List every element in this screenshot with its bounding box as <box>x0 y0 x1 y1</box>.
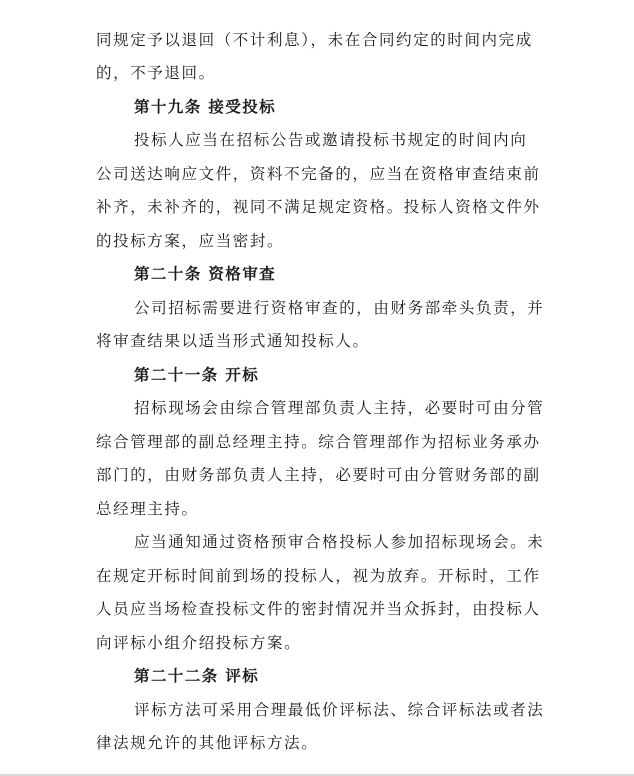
article-heading: 第二十一条 开标 <box>134 365 260 384</box>
body-line: 人员应当场检查投标文件的密封情况并当众拆封，由投标人 <box>96 600 541 618</box>
article-heading: 第二十二条 评标 <box>134 666 260 685</box>
body-line: 评标方法可采用合理最低价评标法、综合评标法或者法 <box>134 701 545 719</box>
body-line: 公司招标需要进行资格审查的，由财务部牵头负责，并 <box>134 299 545 317</box>
body-line: 将审查结果以适当形式通知投标人。 <box>96 332 370 350</box>
body-line: 在规定开标时间前到场的投标人，视为放弃。开标时，工作 <box>96 567 541 585</box>
body-line: 的，不予退回。 <box>96 64 216 82</box>
body-line: 补齐，未补齐的，视同不满足规定资格。投标人资格文件外 <box>96 198 541 216</box>
body-line: 部门的，由财务部负责人主持，必要时可由分管财务部的副 <box>96 466 541 484</box>
body-line: 应当通知通过资格预审合格投标人参加招标现场会。未 <box>134 533 545 551</box>
body-line: 公司送达响应文件，资料不完备的，应当在资格审查结束前 <box>96 165 541 183</box>
body-line: 律法规允许的其他评标方法。 <box>96 734 319 752</box>
body-line: 的投标方案，应当密封。 <box>96 232 285 250</box>
body-line: 总经理主持。 <box>96 500 199 518</box>
body-line: 招标现场会由综合管理部负责人主持，必要时可由分管 <box>134 399 545 417</box>
body-line: 同规定予以退回（不计利息），未在合同约定的时间内完成 <box>96 31 533 49</box>
article-heading: 第十九条 接受投标 <box>134 97 276 116</box>
article-heading: 第二十条 资格审查 <box>134 264 276 283</box>
body-line: 投标人应当在招标公告或邀请投标书规定的时间内向 <box>134 131 528 149</box>
body-line: 向评标小组介绍投标方案。 <box>96 634 302 652</box>
body-line: 综合管理部的副总经理主持。综合管理部作为招标业务承办 <box>96 433 541 451</box>
